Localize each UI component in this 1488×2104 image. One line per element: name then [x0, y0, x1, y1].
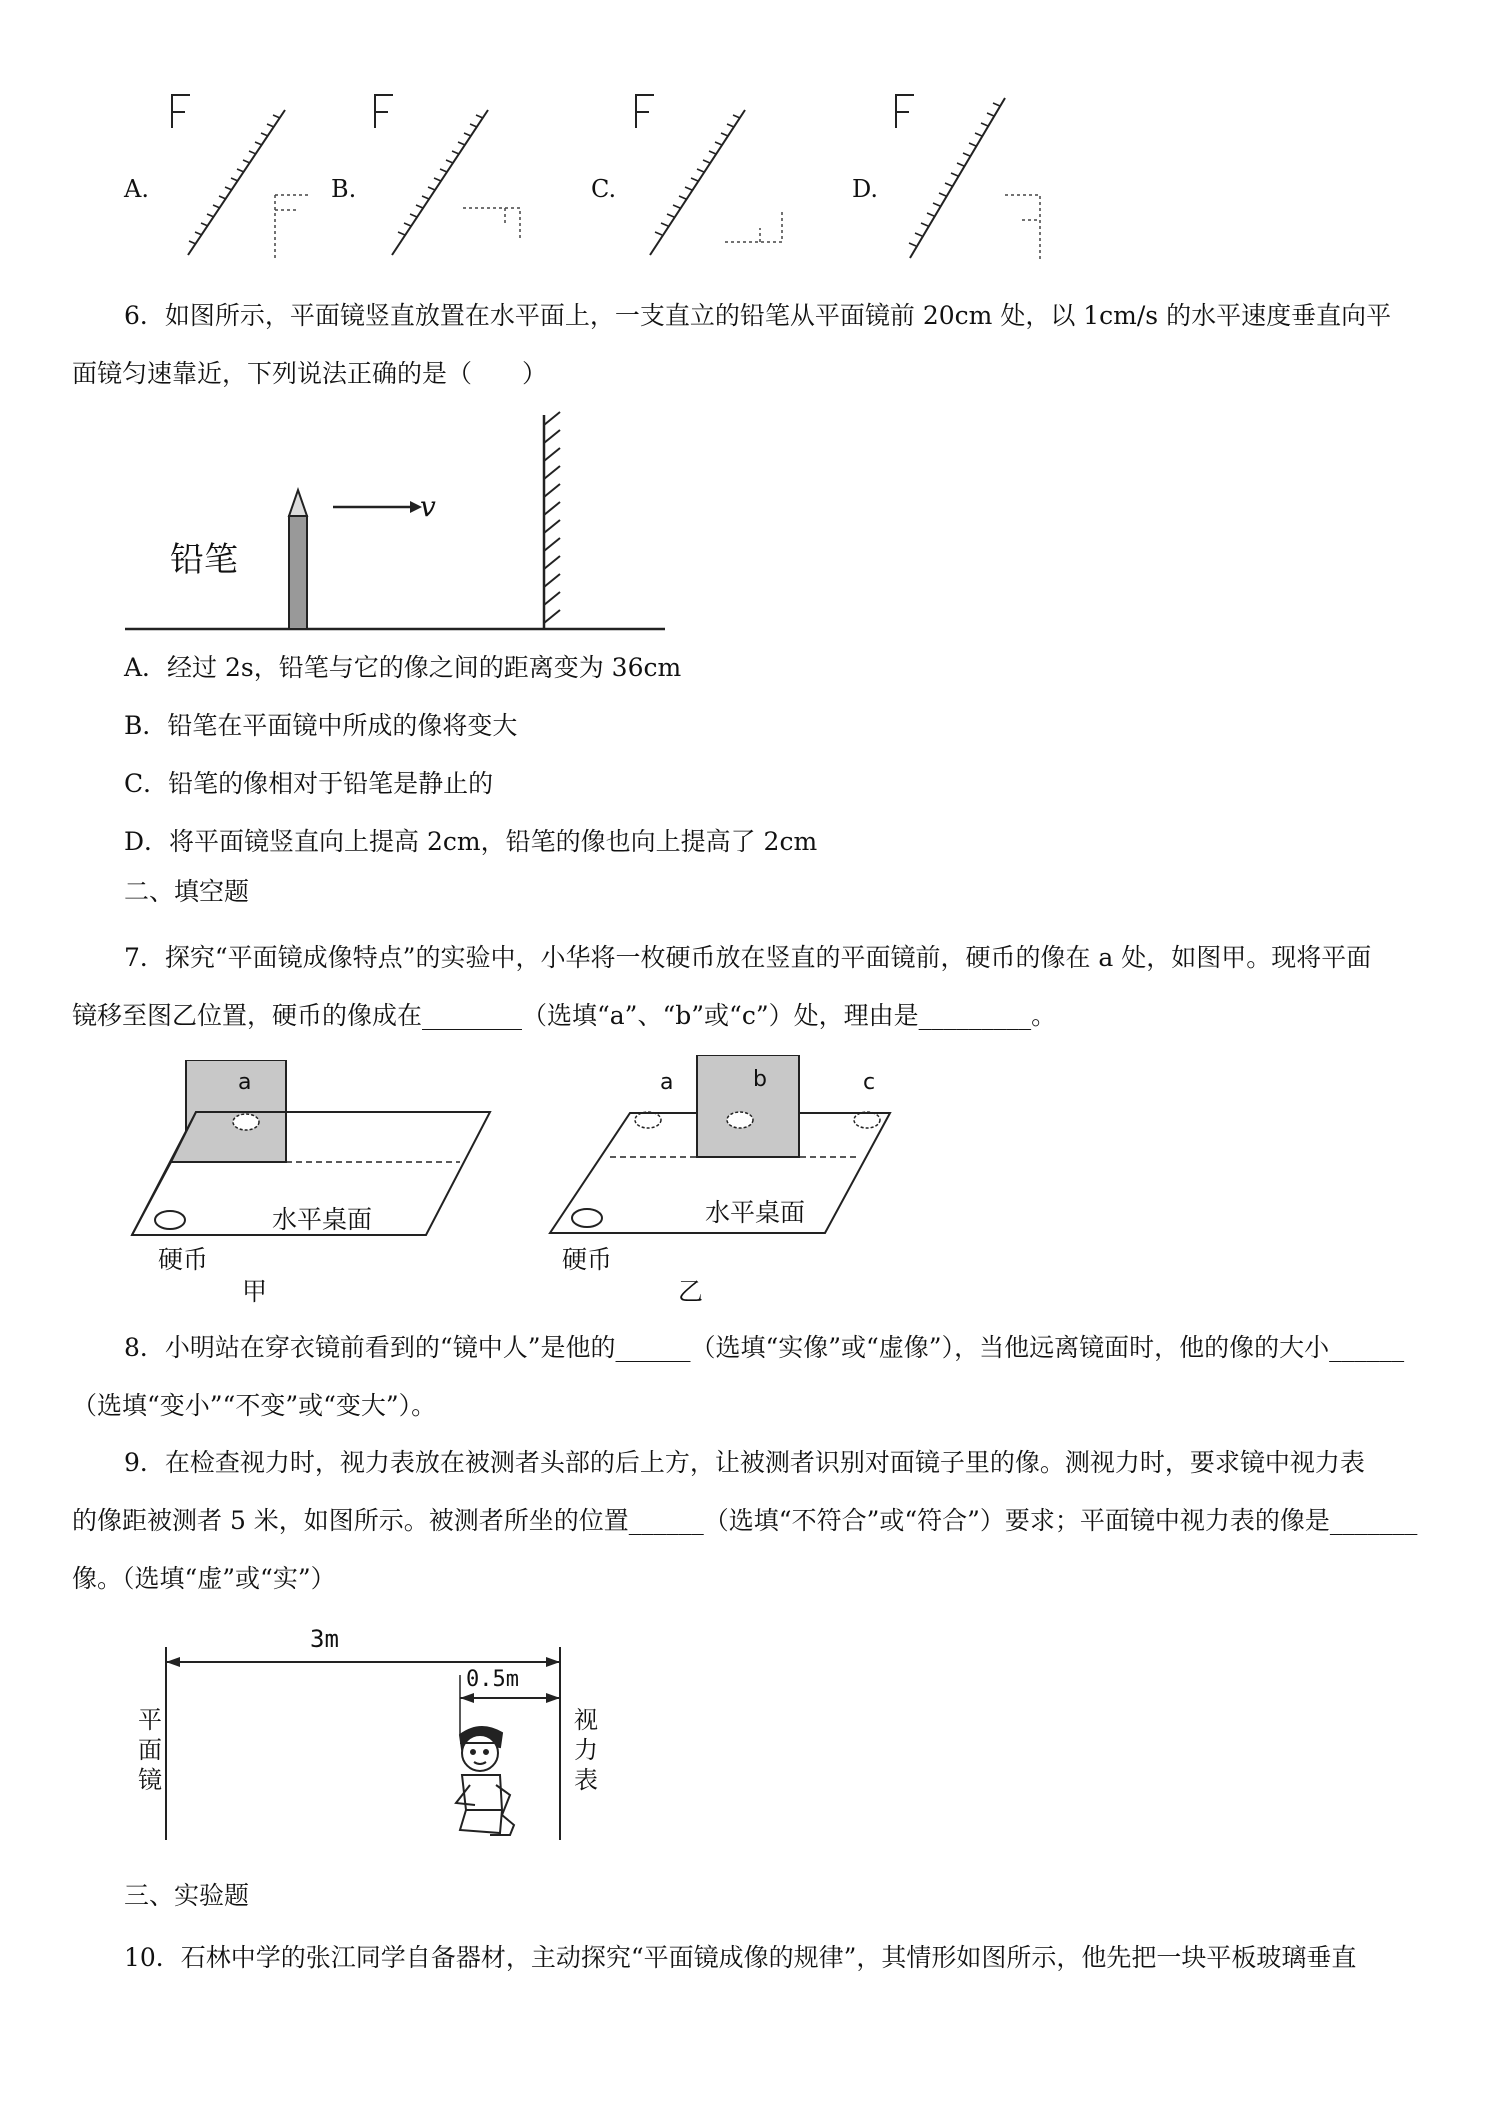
mirror-hatching — [544, 412, 560, 623]
q9-figure — [130, 1625, 630, 1855]
q5-option-c-label: C. — [591, 175, 617, 203]
section-2-heading: 二、填空题 — [124, 877, 250, 906]
q9-stem-line1: 9．在检查视力时，视力表放在被测者头部的后上方，让被测者识别对面镜子里的像。测视力时，要求镜中视力表 — [124, 1448, 1365, 1477]
q7-stem-line2: 镜移至图乙位置，硬币的像成在________（选填“a”、“b”或“c”）处，理由是_________。 — [72, 1001, 1057, 1030]
q5-options-figure — [0, 80, 1488, 270]
chart-vertical-label: 视 力 表 — [574, 1706, 598, 1794]
yi-point-a: a — [660, 1070, 674, 1095]
yi-coin-label: 硬币 — [562, 1245, 613, 1274]
yi-caption: 乙 — [678, 1277, 704, 1306]
jia-point-a: a — [238, 1070, 252, 1095]
q7-figure-yi — [540, 1055, 920, 1315]
pencil-label: 铅笔 — [170, 540, 238, 580]
option-d-diagram — [896, 95, 1040, 260]
section-3-heading: 三、实验题 — [124, 1881, 250, 1910]
eye-test-diagram — [130, 1625, 630, 1855]
q6-stem-line2: 面镜匀速靠近，下列说法正确的是（ ） — [72, 359, 548, 388]
q6-stem-line1: 6．如图所示，平面镜竖直放置在水平面上，一支直立的铅笔从平面镜前 20cm 处，以 1cm/s 的水平速度垂直向平 — [124, 301, 1392, 330]
jia-caption: 甲 — [242, 1277, 268, 1306]
q10-stem-line1: 10．石林中学的张江同学自备器材，主动探究“平面镜成像的规律”，其情形如图所示，他先把一块平板玻璃垂直 — [124, 1943, 1357, 1972]
q9-stem-line3: 像。（选填“虚”或“实”） — [72, 1564, 336, 1593]
velocity-label: v — [420, 490, 436, 523]
jia-table-label: 水平桌面 — [272, 1205, 373, 1234]
q7-figure-jia — [120, 1060, 500, 1310]
seated-person-icon — [456, 1727, 514, 1835]
yi-table-label: 水平桌面 — [705, 1198, 806, 1227]
option-b-diagram — [375, 95, 520, 255]
q5-mirror-diagrams — [0, 80, 1488, 270]
q7-stem-line1: 7．探究“平面镜成像特点”的实验中，小华将一枚硬币放在竖直的平面镜前，硬币的像在 a 处，如图甲。现将平面 — [124, 943, 1372, 972]
q5-option-b-label: B. — [331, 175, 357, 203]
q9-stem-line2: 的像距被测者 5 米，如图所示。被测者所坐的位置______（选填“不符合”或“符合”）要求；平面镜中视力表的像是_______ — [72, 1506, 1418, 1535]
dist-3m: 3m — [310, 1625, 339, 1653]
q8-stem-line2: （选填“变小”“不变”或“变大”）。 — [72, 1391, 437, 1420]
velocity-arrow — [333, 501, 422, 513]
yi-point-b: b — [753, 1067, 767, 1092]
q6-option-d: D．将平面镜竖直向上提高 2cm，铅笔的像也向上提高了 2cm — [124, 827, 818, 856]
dist-0-5m: 0.5m — [466, 1667, 519, 1692]
q6-option-b: B．铅笔在平面镜中所成的像将变大 — [124, 711, 518, 740]
q6-option-a: A．经过 2s，铅笔与它的像之间的距离变为 36cm — [124, 653, 682, 682]
q5-option-a-label: A. — [124, 175, 149, 203]
q6-figure — [120, 410, 680, 640]
option-a-diagram — [172, 95, 308, 260]
yi-point-c: c — [863, 1070, 876, 1095]
pencil-icon — [289, 490, 307, 629]
q6-option-c: C．铅笔的像相对于铅笔是静止的 — [124, 769, 494, 798]
pencil-mirror-diagram — [120, 410, 680, 640]
q8-stem-line1: 8．小明站在穿衣镜前看到的“镜中人”是他的______（选填“实像”或“虚像”），当他远离镜面时，他的像的大小______ — [124, 1333, 1405, 1362]
jia-coin-label: 硬币 — [158, 1245, 209, 1274]
mirror-vertical-label: 平 面 镜 — [138, 1706, 162, 1794]
q5-option-d-label: D. — [852, 175, 879, 203]
option-c-diagram — [636, 95, 782, 255]
